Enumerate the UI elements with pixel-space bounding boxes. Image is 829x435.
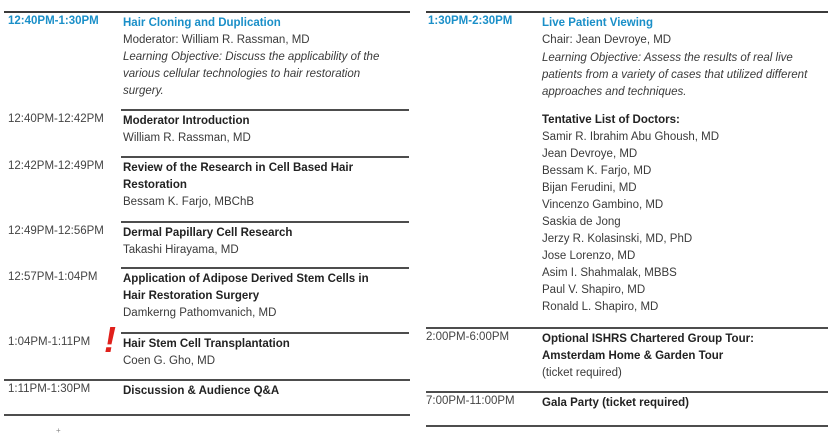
objective-text-line1: Discuss the applicability of the — [225, 51, 380, 63]
doctor-list-item: Jose Lorenzo, MD — [542, 250, 636, 262]
objective-text-line1: Assess the results of real live — [643, 52, 793, 64]
doctor-list-item: Saskia de Jong — [542, 216, 621, 228]
session-content — [123, 113, 406, 147]
session-speaker: William R. Rassman, MD — [123, 132, 251, 144]
session-title: Hair Stem Cell Transplantation — [123, 338, 290, 350]
objective-label: Learning Objective: — [123, 51, 223, 63]
session-speaker: Damkerng Pathomvanich, MD — [123, 307, 277, 319]
session-divider — [426, 327, 828, 329]
learning-objective — [123, 49, 406, 66]
session-dermal-papillary — [0, 221, 410, 266]
session-title-line1: Review of the Research in Cell Based Hair — [123, 162, 354, 174]
session-title-line1: Optional ISHRS Chartered Group Tour: — [542, 333, 754, 345]
doctor-list-item: Bessam K. Farjo, MD — [542, 165, 652, 177]
session-moderator: Moderator: William R. Rassman, MD — [123, 34, 310, 46]
session-title-line2: Hair Restoration Surgery — [123, 290, 260, 302]
doctor-list-item: Jean Devroye, MD — [542, 148, 638, 160]
doctor-list-heading: Tentative List of Doctors: — [542, 114, 680, 126]
session-content — [542, 395, 825, 412]
session-divider — [4, 11, 410, 13]
session-title-line2: Restoration — [123, 179, 187, 191]
tiny-dot-icon: + — [56, 426, 61, 435]
learning-objective — [542, 50, 825, 67]
session-review-of-research — [0, 156, 410, 221]
column-bottom-rule — [4, 414, 410, 416]
session-speaker: Takashi Hirayama, MD — [123, 244, 239, 256]
session-time: 2:00PM-6:00PM — [426, 331, 510, 343]
session-divider — [426, 391, 828, 393]
session-content — [123, 15, 406, 100]
session-content — [123, 225, 406, 259]
column-bottom-rule — [426, 425, 828, 427]
session-time: 12:42PM-12:49PM — [8, 160, 104, 172]
session-time: 7:00PM-11:00PM — [426, 395, 515, 407]
session-title: Dermal Papillary Cell Research — [123, 227, 293, 239]
session-chair: Chair: Jean Devroye, MD — [542, 34, 672, 46]
session-divider — [121, 109, 409, 111]
session-content — [542, 331, 825, 382]
session-live-patient-viewing — [418, 11, 829, 327]
session-discussion — [0, 379, 410, 415]
doctor-list-item: Samir R. Ibrahim Abu Ghoush, MD — [542, 131, 720, 143]
doctor-list-item: Jerzy R. Kolasinski, MD, PhD — [542, 233, 693, 245]
session-time: 12:49PM-12:56PM — [8, 225, 104, 237]
session-title: Hair Cloning and Duplication — [123, 17, 281, 29]
session-speaker: Bessam K. Farjo, MBChB — [123, 196, 255, 208]
session-title-line1: Application of Adipose Derived Stem Cells in — [123, 273, 369, 285]
exclamation-mark-icon: ! — [104, 319, 116, 360]
doctor-list-item: Asim I. Shahmalak, MBBS — [542, 267, 677, 279]
session-note: (ticket required) — [542, 367, 622, 379]
session-divider — [121, 267, 409, 269]
session-time: 1:11PM-1:30PM — [8, 383, 91, 395]
doctor-list-item: Vincenzo Gambino, MD — [542, 199, 664, 211]
session-content — [123, 160, 406, 211]
session-time: 12:40PM-12:42PM — [8, 113, 104, 125]
session-adipose-stem-cells — [0, 267, 410, 330]
session-hair-stem-cell-transplantation — [0, 332, 410, 377]
session-divider — [121, 332, 409, 334]
session-gala-party — [418, 391, 829, 425]
session-time: 12:40PM-1:30PM — [8, 15, 99, 27]
session-content — [123, 336, 406, 370]
doctor-list-item: Bijan Ferudini, MD — [542, 182, 637, 194]
objective-text-line3: approaches and techniques. — [542, 86, 687, 98]
session-time: 12:57PM-1:04PM — [8, 271, 98, 283]
doctor-list-item: Paul V. Shapiro, MD — [542, 284, 646, 296]
session-content — [123, 271, 406, 322]
session-divider — [426, 11, 828, 13]
session-time: 1:04PM-1:11PM — [8, 336, 91, 348]
session-moderator-introduction — [0, 109, 410, 154]
session-title: Discussion & Audience Q&A — [123, 385, 280, 397]
doctor-list-item: Ronald L. Shapiro, MD — [542, 301, 659, 313]
session-speaker: Coen G. Gho, MD — [123, 355, 216, 367]
session-content — [123, 383, 406, 400]
objective-text-line2: patients from a variety of cases that utilized different — [542, 69, 808, 81]
session-divider — [4, 379, 410, 381]
objective-label: Learning Objective: — [542, 52, 642, 64]
session-hair-cloning — [0, 11, 410, 106]
session-time: 1:30PM-2:30PM — [428, 15, 513, 27]
session-title: Live Patient Viewing — [542, 17, 653, 29]
objective-text-line3: surgery. — [123, 85, 164, 97]
session-title: Gala Party (ticket required) — [542, 397, 689, 409]
session-divider — [121, 156, 409, 158]
session-divider — [121, 221, 409, 223]
session-title-line2: Amsterdam Home & Garden Tour — [542, 350, 724, 362]
objective-text-line2: various cellular technologies to hair restoration — [123, 68, 361, 80]
session-title: Moderator Introduction — [123, 115, 250, 127]
session-group-tour — [418, 327, 829, 389]
session-content — [542, 15, 825, 316]
